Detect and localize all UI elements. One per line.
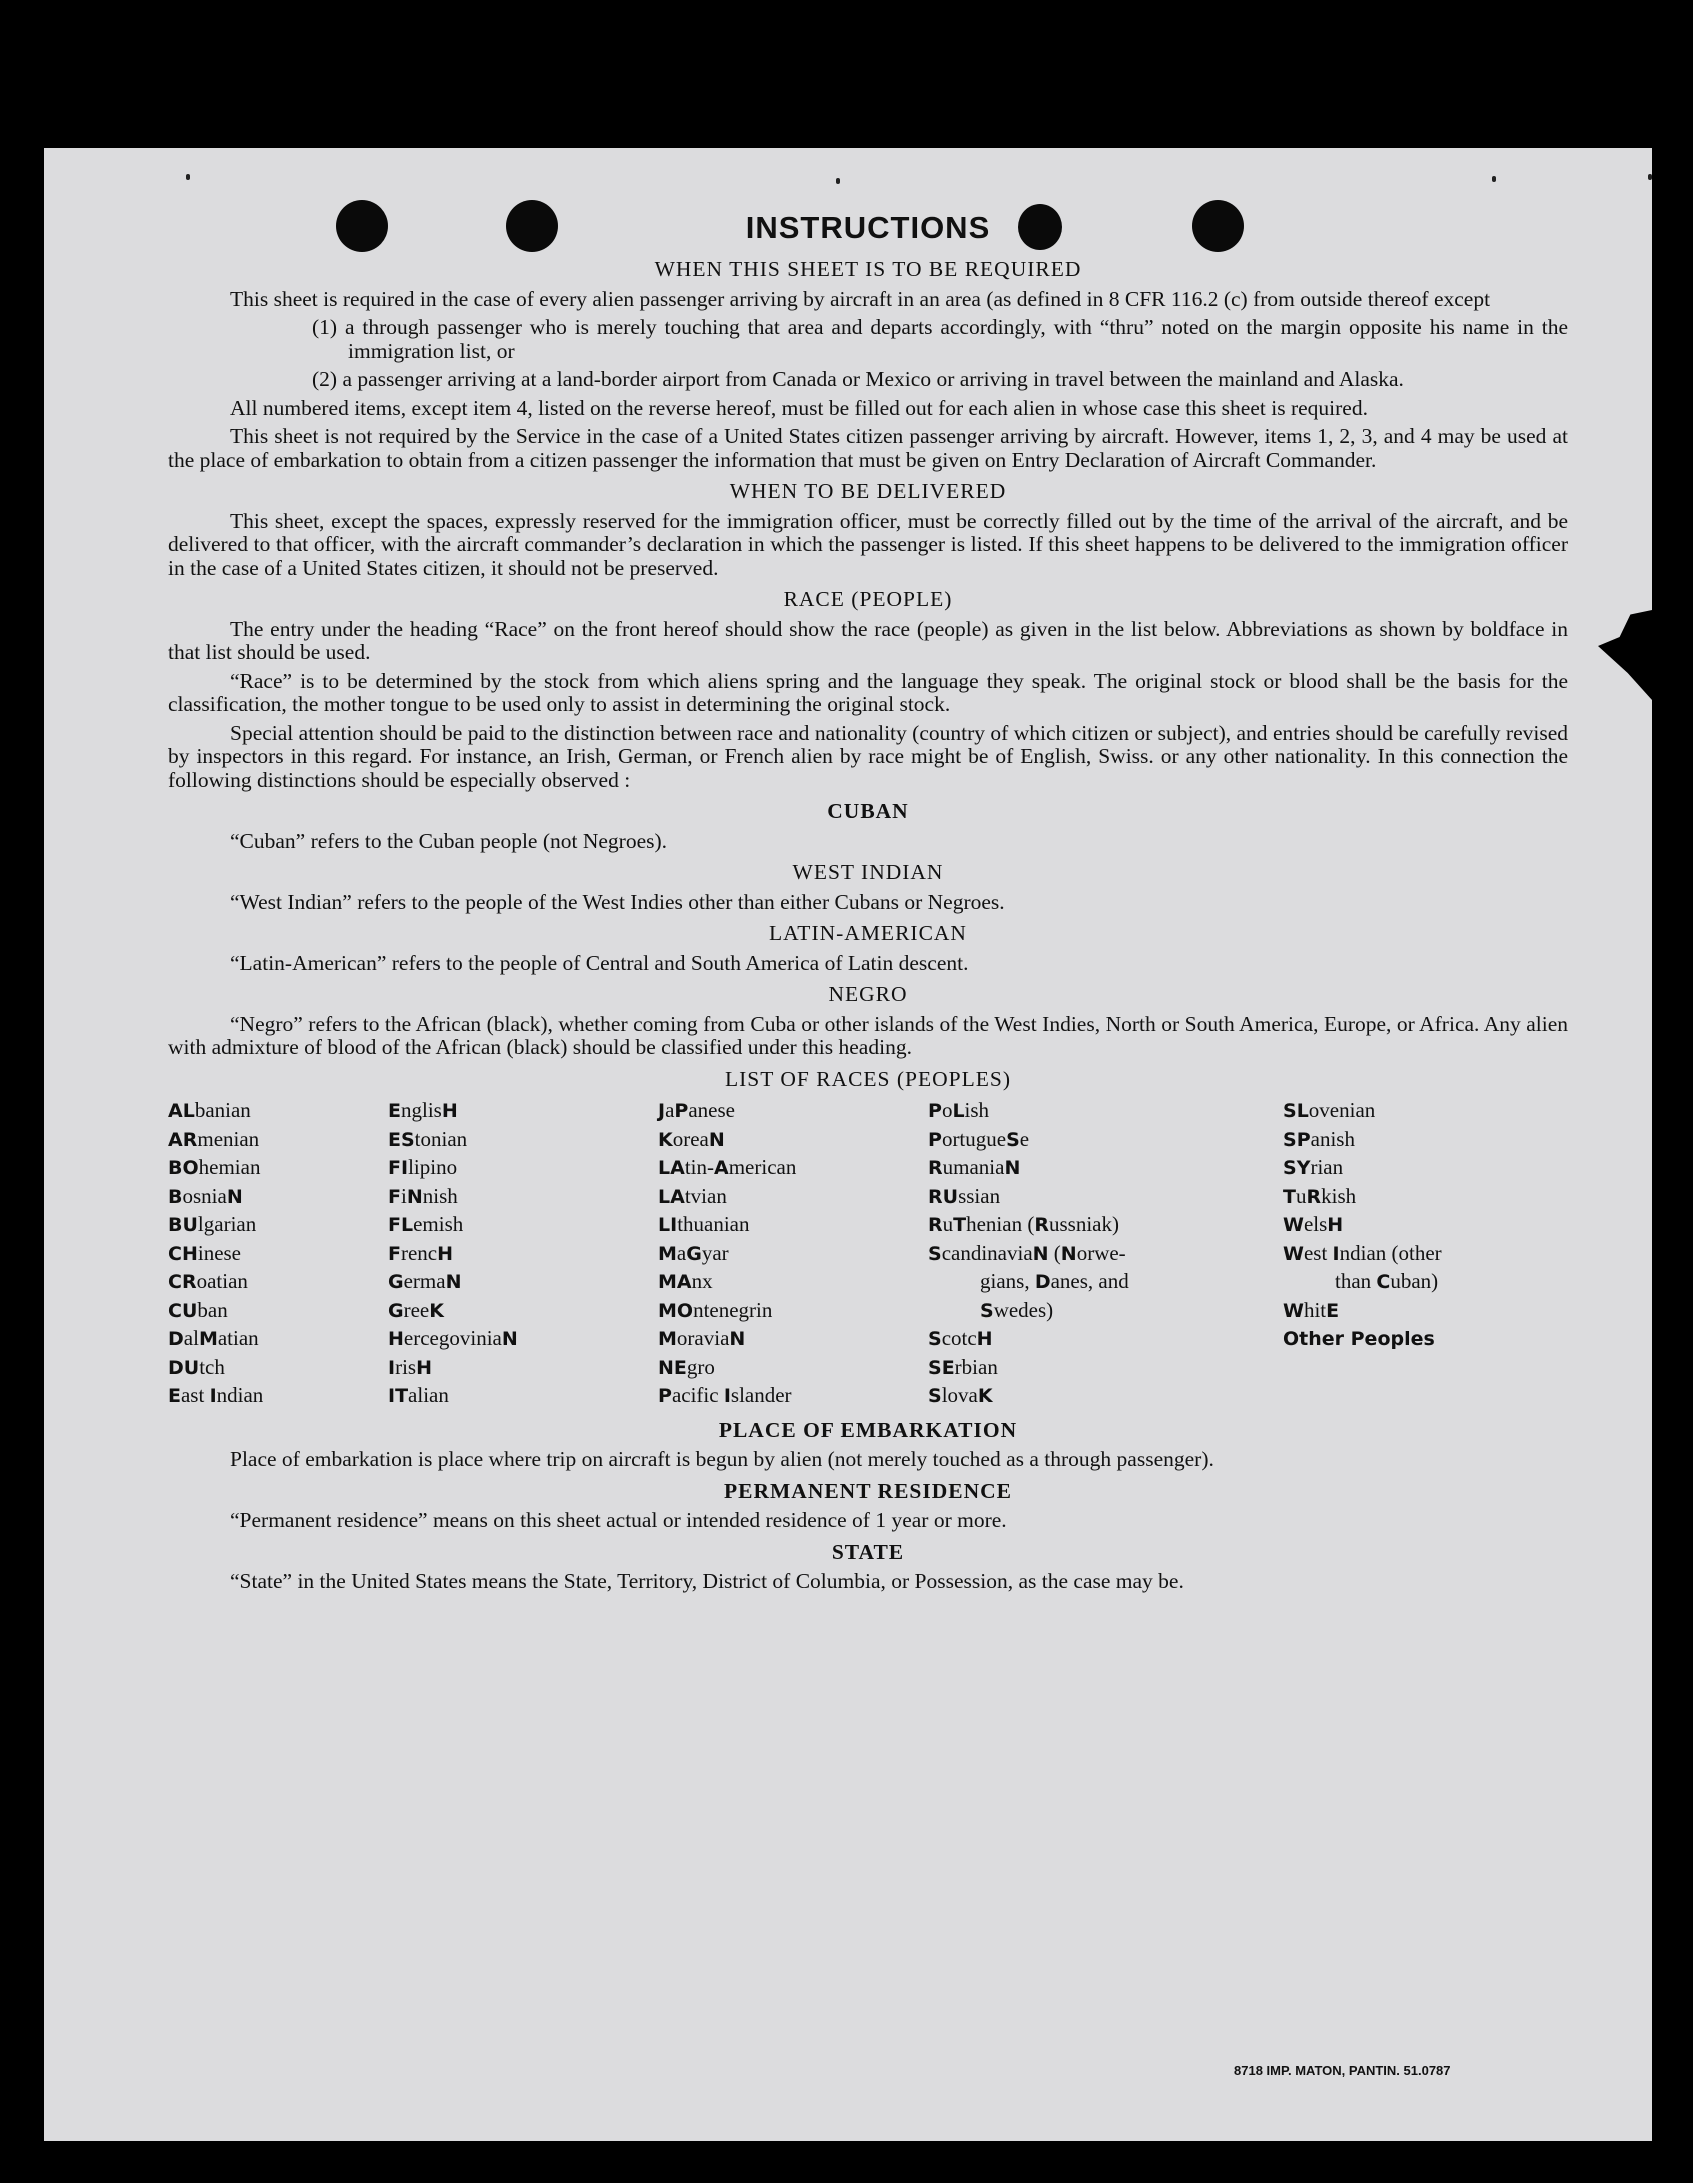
race-entry: ALbanian — [168, 1098, 251, 1122]
race-entry: than Cuban) — [1335, 1269, 1439, 1293]
paragraph: “Race” is to be determined by the stock from which aliens spring and the language they speak. The original stock or blood shall be the basis for the classification, the mother tongue to be used only to assist in determining the original stock. — [168, 668, 1568, 716]
race-entry: IrisH — [388, 1354, 432, 1379]
races-column — [658, 1097, 928, 1411]
paragraph: This sheet, except the spaces, expressly reserved for the immigration officer, must be correctly filled out by the time of the arrival of the aircraft, and be delivered to that officer, with the aircraft commander’s declaration in which the passenger is listed. If this sheet happens to be delivered to the immigration officer in the case of a United States citizen, it should not be preserved. — [168, 508, 1568, 580]
paragraph: “Latin-American” refers to the people of Central and South America of Latin descent. — [230, 950, 969, 975]
section-heading: NEGRO — [828, 982, 908, 1006]
race-entry: SPanish — [1283, 1126, 1355, 1151]
paragraph: Place of embarkation is place where trip on aircraft is begun by alien (not merely touched as a through passenger). — [230, 1447, 1214, 1471]
race-entry: BUlgarian — [168, 1212, 257, 1236]
paragraph: This sheet is not required by the Service in the case of a United States citizen passenger arriving by aircraft. However, items 1, 2, 3, and 4 may be used at the place of embarkation to obtain from a citizen passenger the information that must be given on Entry Declaration of Aircraft Commander. — [168, 424, 1568, 472]
section-heading: WHEN THIS SHEET IS TO BE REQUIRED — [654, 257, 1082, 281]
race-entry: JaPanese — [658, 1098, 735, 1122]
race-entry: WelsH — [1283, 1212, 1344, 1236]
section-heading: WHEN TO BE DELIVERED — [729, 479, 1007, 503]
race-entry: SYrian — [1283, 1155, 1344, 1179]
section-heading: PERMANENT RESIDENCE — [724, 1478, 1012, 1503]
race-entry: gians, Danes, and — [980, 1269, 1129, 1293]
paragraph: The entry under the heading “Race” on the front hereof should show the race (people) as given in the list below. Abbreviations as shown by boldface in that list should be used. — [168, 616, 1568, 664]
race-entry: DalMatian — [168, 1326, 259, 1350]
section-heading: RACE (PEOPLE) — [783, 587, 953, 611]
paragraph: “Negro” refers to the African (black), whether coming from Cuba or other islands of the West Indies, North or South America, Europe, or Africa. Any alien with admixture of blood of the African (black) should be classified under this heading. — [168, 1011, 1568, 1059]
paragraph: “Cuban” refers to the Cuban people (not Negroes). — [230, 828, 668, 853]
speck — [1648, 174, 1652, 180]
document-sheet — [44, 148, 1652, 2141]
race-entry: FrencH — [388, 1240, 454, 1265]
speck — [1492, 176, 1496, 182]
printer-code: 8718 IMP. MATON, PANTIN. 51.0787 — [1234, 2063, 1451, 2078]
race-entry: CRoatian — [168, 1269, 248, 1293]
race-entry: EnglisH — [388, 1098, 458, 1122]
race-entry: FIlipino — [388, 1155, 458, 1179]
race-entry: CHinese — [168, 1240, 242, 1265]
section-heading: LIST OF RACES (PEOPLES) — [724, 1066, 1012, 1091]
section-heading: LATIN-AMERICAN — [769, 921, 967, 945]
section-heading: PLACE OF EMBARKATION — [718, 1417, 1018, 1442]
list-item: (2) a passenger arriving at a land-border airport from Canada or Mexico or arriving in travel between the mainland and Alaska. — [312, 367, 1404, 391]
race-entry: MOntenegrin — [658, 1297, 773, 1322]
paragraph: “State” in the United States means the State, Territory, District of Columbia, or Possession, as the case may be. — [230, 1569, 1184, 1593]
race-entry: Swedes) — [980, 1297, 1054, 1322]
races-list — [168, 1097, 1568, 1411]
race-entry: PortugueSe — [928, 1126, 1030, 1151]
paragraph: “West Indian” refers to the people of the West Indies other than either Cubans or Negroes. — [230, 889, 1005, 914]
races-column — [388, 1097, 658, 1411]
section-heading: STATE — [831, 1539, 905, 1564]
page-title: INSTRUCTIONS — [745, 210, 991, 245]
torn-edge — [1598, 610, 1652, 700]
race-entry: EStonian — [388, 1126, 468, 1151]
race-entry: LAtvian — [658, 1183, 727, 1208]
race-entry: BosniaN — [168, 1183, 243, 1208]
race-entry: SErbian — [928, 1354, 998, 1379]
race-entry: MoraviaN — [658, 1326, 746, 1350]
race-entry: WhitE — [1283, 1297, 1340, 1322]
race-entry: LAtin-American — [658, 1155, 797, 1179]
race-entry: KoreaN — [658, 1126, 725, 1151]
race-entry: CUban — [168, 1297, 228, 1322]
race-entry: DUtch — [168, 1354, 225, 1379]
race-entry: RuThenian (Russniak) — [928, 1212, 1119, 1236]
race-entry: MAnx — [658, 1269, 713, 1293]
race-entry: HercegoviniaN — [388, 1326, 518, 1350]
race-entry: Other Peoples — [1283, 1328, 1435, 1350]
race-entry: RUssian — [928, 1183, 1001, 1208]
race-entry: FLemish — [388, 1212, 464, 1236]
race-entry: ARmenian — [168, 1126, 260, 1151]
race-entry: BOhemian — [168, 1155, 261, 1179]
races-column — [1283, 1097, 1568, 1411]
race-entry: SlovaK — [928, 1383, 993, 1407]
race-entry: West Indian (other — [1283, 1240, 1442, 1265]
race-entry: RumaniaN — [928, 1155, 1021, 1179]
paragraph: All numbered items, except item 4, listed on the reverse hereof, must be filled out for each alien in whose case this sheet is required. — [230, 395, 1368, 420]
race-entry: ScandinaviaN (Norwe- — [928, 1240, 1126, 1265]
speck — [186, 174, 190, 180]
list-item: (1) a through passenger who is merely touching that area and departs accordingly, with “thru” noted on the margin opposite his name in the immigration list, or — [312, 315, 1568, 363]
race-entry: SLovenian — [1283, 1098, 1376, 1122]
race-entry: TuRkish — [1283, 1183, 1357, 1208]
race-entry: PoLish — [928, 1098, 990, 1122]
race-entry: NEgro — [658, 1354, 715, 1379]
section-heading: CUBAN — [827, 799, 909, 823]
section-heading: WEST INDIAN — [792, 860, 944, 884]
races-column — [168, 1097, 388, 1411]
race-entry: MaGyar — [658, 1240, 729, 1265]
instructions-content — [168, 210, 1568, 1599]
paragraph: “Permanent residence” means on this sheet actual or intended residence of 1 year or more. — [230, 1508, 1007, 1532]
race-entry: ITalian — [388, 1383, 449, 1407]
paragraph: This sheet is required in the case of every alien passenger arriving by aircraft in an area (as defined in 8 CFR 116.2 (c) from outside thereof except — [230, 286, 1491, 311]
race-entry: GermaN — [388, 1269, 462, 1293]
race-entry: FiNnish — [388, 1183, 458, 1208]
races-column — [928, 1097, 1283, 1411]
paragraph: Special attention should be paid to the distinction between race and nationality (country of which citizen or subject), and entries should be carefully revised by inspectors in this regard. For instance, an Irish, German, or French alien by race might be of English, Swiss. or any other nationality. In this connection the following distinctions should be especially observed : — [168, 720, 1568, 792]
race-entry: LIthuanian — [658, 1212, 750, 1236]
race-entry: East Indian — [168, 1383, 264, 1407]
speck — [836, 178, 840, 184]
race-entry: GreeK — [388, 1297, 444, 1322]
race-entry: ScotcH — [928, 1326, 993, 1350]
race-entry: Pacific Islander — [658, 1383, 792, 1407]
